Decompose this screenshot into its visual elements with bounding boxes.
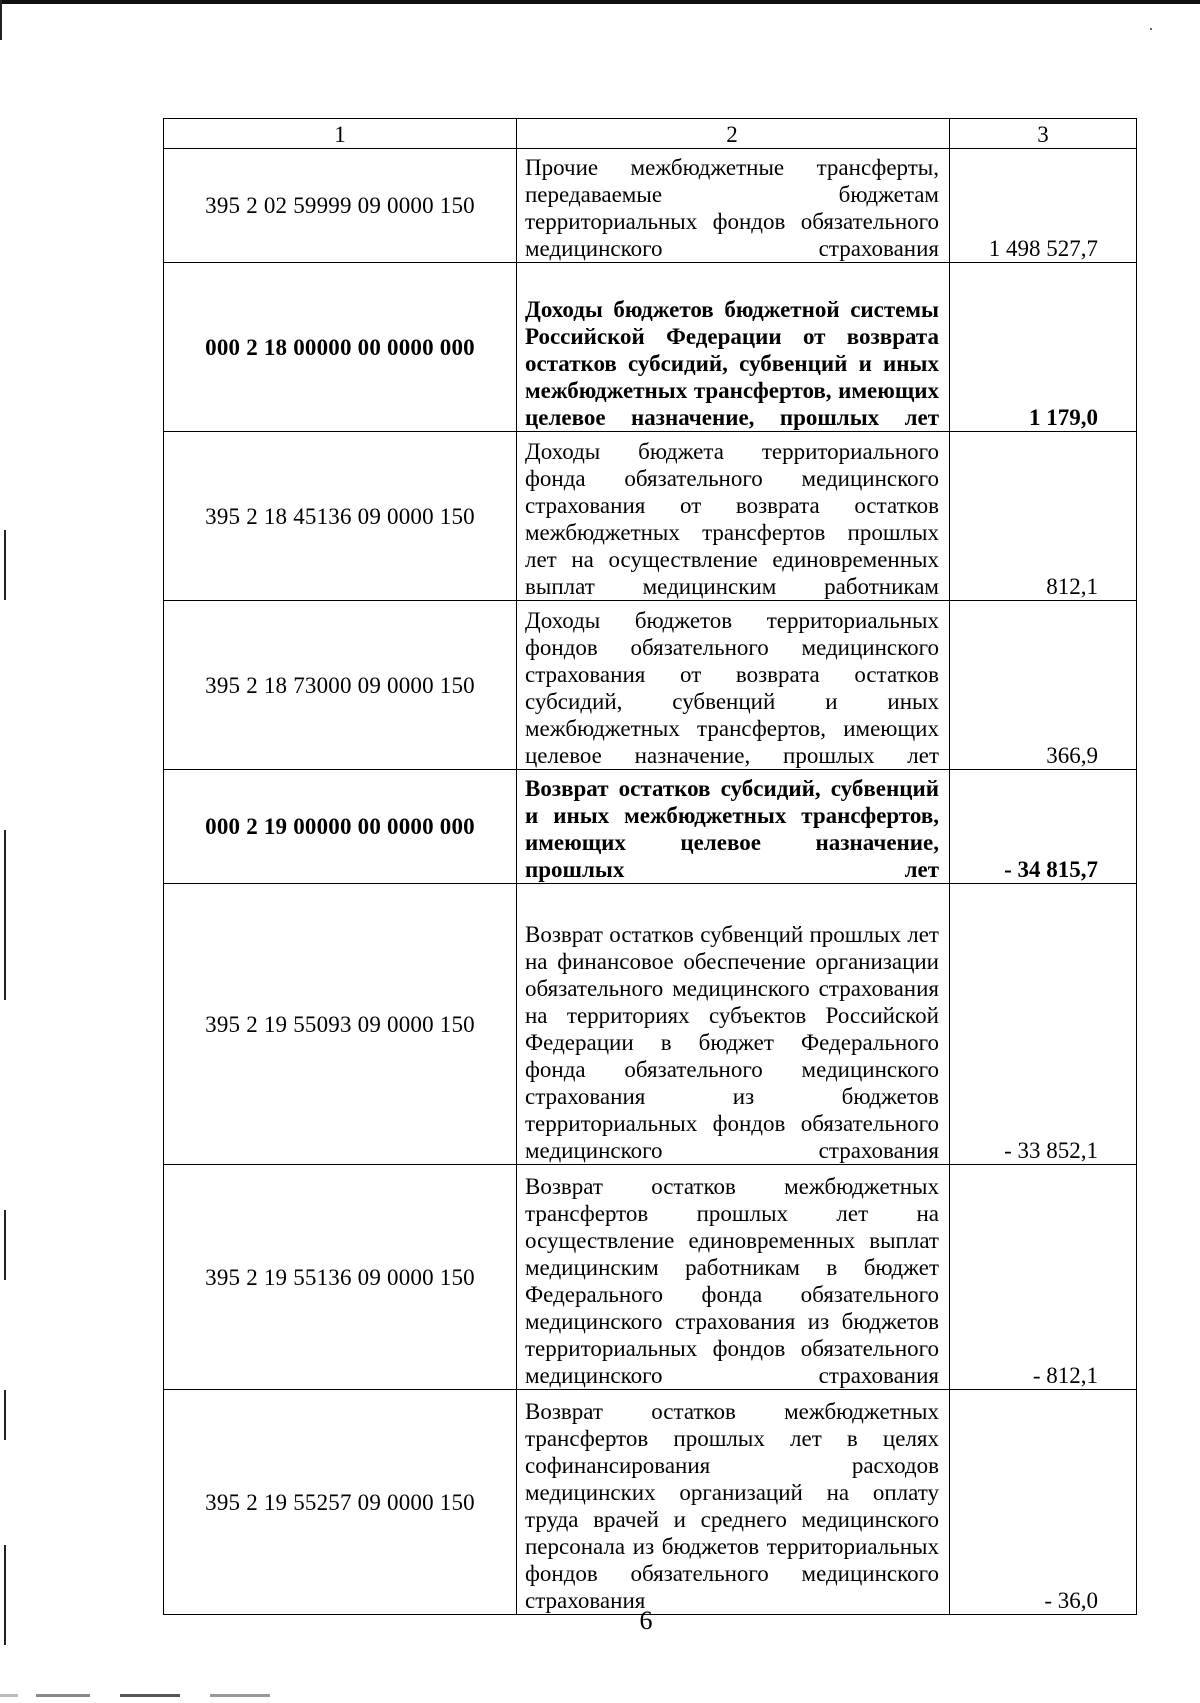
table-row: [164, 432, 1137, 601]
description-cell: Возврат остатков межбюджетных трансфертов прошлых лет в целях софинансирования расходов медицинских организаций на оплату труда врачей и среднего медицинского персонала из бюджетов территориальных фондов обязательного медицинского страхования: [517, 1390, 950, 1615]
scan-margin-mark: [4, 530, 6, 600]
scan-margin-mark: [4, 830, 6, 1000]
budget-code-cell: 395 2 19 55136 09 0000 150: [164, 1165, 517, 1390]
page-number: 6: [639, 1606, 653, 1635]
table-row: [164, 884, 1137, 1165]
table-row: [164, 149, 1137, 263]
description-cell: Доходы бюджетов территориальных фондов обязательного медицинского страхования от возврата остатков субсидий, субвенций и иных межбюджетных трансфертов, имеющих целевое назначение, прошлых лет: [517, 601, 950, 770]
budget-code-cell: 000 2 18 00000 00 0000 000: [164, 263, 517, 432]
table-header-row: [164, 119, 1137, 149]
column-header-3: 3: [950, 119, 1137, 149]
description-cell: Возврат остатков субвенций прошлых лет на финансовое обеспечение организации обязательного медицинского страхования на территориях субъектов Российской Федерации в бюджет Федерального фонда обязательного медицинского страхования из бюджетов территориальных фондов обязательного медицинского страхования: [517, 884, 950, 1165]
table-row: [164, 1165, 1137, 1390]
amount-cell: - 812,1: [950, 1165, 1137, 1390]
table-row: [164, 601, 1137, 770]
column-header-2: 2: [517, 119, 950, 149]
scan-border-top: [0, 0, 1200, 4]
budget-code-cell: 395 2 02 59999 09 0000 150: [164, 149, 517, 263]
description-cell: Возврат остатков межбюджетных трансфертов прошлых лет на осуществление единовременных выплат медицинским работникам в бюджет Федерального фонда обязательного медицинского страхования из бюджетов территориальных фондов обязательного медицинского страхования: [517, 1165, 950, 1390]
description-cell: Возврат остатков субсидий, субвенций и иных межбюджетных трансфертов, имеющих целевое назначение, прошлых лет: [517, 770, 950, 884]
amount-cell: - 34 815,7: [950, 770, 1137, 884]
scan-speck: [1150, 28, 1152, 30]
description-cell: Прочие межбюджетные трансферты, передаваемые бюджетам территориальных фондов обязательного медицинского страхования: [517, 149, 950, 263]
budget-code-cell: 395 2 18 45136 09 0000 150: [164, 432, 517, 601]
table-row: [164, 1390, 1137, 1615]
amount-cell: - 36,0: [950, 1390, 1137, 1615]
amount-cell: 812,1: [950, 432, 1137, 601]
amount-cell: - 33 852,1: [950, 884, 1137, 1165]
scan-bottom-smudge: [0, 1694, 300, 1697]
scan-margin-mark: [4, 1390, 6, 1440]
description-cell: Доходы бюджетов бюджетной системы Российской Федерации от возврата остатков субсидий, субвенций и иных межбюджетных трансфертов, имеющих целевое назначение, прошлых лет: [517, 263, 950, 432]
amount-cell: 1 179,0: [950, 263, 1137, 432]
scan-border-left: [0, 0, 2, 40]
budget-code-cell: 395 2 19 55093 09 0000 150: [164, 884, 517, 1165]
table-row: [164, 770, 1137, 884]
budget-code-cell: 000 2 19 00000 00 0000 000: [164, 770, 517, 884]
column-header-1: 1: [164, 119, 517, 149]
budget-code-cell: 395 2 18 73000 09 0000 150: [164, 601, 517, 770]
amount-cell: 366,9: [950, 601, 1137, 770]
table-row: [164, 263, 1137, 432]
description-cell: Доходы бюджета территориального фонда обязательного медицинского страхования от возврата остатков межбюджетных трансфертов прошлых лет на осуществление единовременных выплат медицинским работникам: [517, 432, 950, 601]
budget-code-cell: 395 2 19 55257 09 0000 150: [164, 1390, 517, 1615]
revenue-table: [163, 118, 1137, 1615]
scan-margin-mark: [4, 1210, 6, 1280]
amount-cell: 1 498 527,7: [950, 149, 1137, 263]
